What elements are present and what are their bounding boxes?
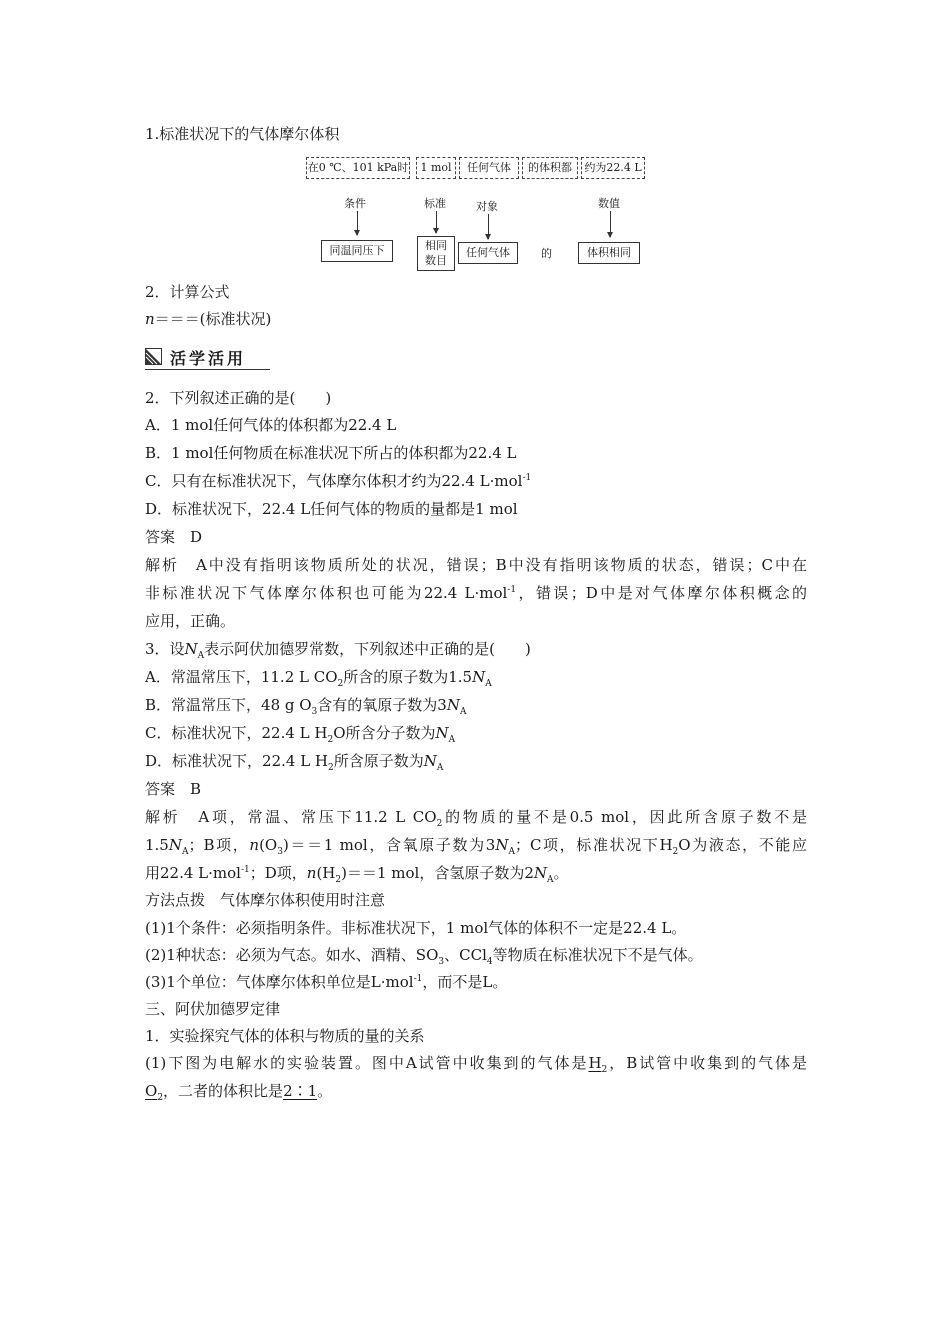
diagram-label-value: 数值 (598, 197, 620, 210)
diagram-arrow-value (610, 211, 611, 237)
q2-option-c (145, 471, 531, 491)
q3-option-d-sub: 2 (328, 763, 334, 773)
diagram-result-same-number-line1: 相同 (425, 239, 447, 252)
tips-title: 方法点拨 气体摩尔体积使用时注意 (145, 891, 386, 909)
q3-analysis-line1-b: 的物质的量不是0.5 mol，因此所含原子数不是 (442, 808, 807, 826)
q2-analysis-line2-sup: -1 (507, 585, 517, 595)
q3-analysis-line2-d: )＝＝1 mol，含氧原子数为3 (282, 836, 496, 854)
q3-option-a-text2: 所含的原子数为1.5 (343, 668, 473, 686)
na-symbol-sub: A (197, 651, 205, 661)
q3-option-d-text: D．标准状况下，22.4 L H (145, 752, 329, 770)
q3-analysis-line3-b: ；D项， (249, 864, 307, 882)
na-symbol: N (423, 752, 437, 770)
tips-item-2-a: (2)1种状态：必须为气态。如水、酒精、SO (145, 946, 439, 964)
q3-analysis-line2-e: ；C项，标准状况下H (514, 836, 673, 854)
q2-analysis-line1: 解析 A中没有指明该物质所处的状况，错误；B中没有指明该物质的状态，错误；C中在 (145, 556, 807, 574)
na-symbol-sub: A (547, 875, 554, 885)
diagram-result-same-number (417, 236, 455, 271)
q3-analysis-line2-c: (O (259, 836, 278, 854)
formula-line (145, 309, 271, 329)
q3-option-b (145, 695, 466, 715)
tips-item-2-sub2: 4 (486, 957, 493, 967)
q3-option-c (145, 723, 455, 743)
diagram-box-condition: 在0 ℃、101 kPa时 (306, 157, 410, 179)
diagram-arrow-condition (357, 211, 358, 235)
section3-subtitle: 1．实验探究气体的体积与物质的量的关系 (145, 1027, 425, 1045)
q3-option-b-text2: 含有的氧原子数为3 (317, 696, 447, 714)
section-title-molar-volume: 1.标准状况下的气体摩尔体积 (145, 125, 340, 143)
diagram-box-value: 约为22.4 L (581, 157, 645, 179)
q2-option-c-text: C．只有在标准状况下，气体摩尔体积才约为22.4 L·mol (145, 472, 523, 490)
tips-item-2-c: 等物质在标准状况下不是气体。 (492, 946, 703, 964)
diagram-result-any-gas: 任何气体 (458, 242, 518, 264)
diagram-label-standard: 标准 (424, 197, 446, 210)
q3-analysis-line2-b: ；B项， (188, 836, 250, 854)
q3-analysis-line1 (145, 807, 807, 827)
tips-item-3-sup: -1 (413, 974, 423, 984)
tips-item-3 (145, 972, 507, 992)
q3-analysis-line3-c: (H (316, 864, 336, 882)
tips-item-3-a: (3)1个单位：气体摩尔体积单位是L·mol (145, 973, 414, 991)
tips-item-3-b: ，而不是L。 (422, 973, 508, 991)
diagram-arrow-standard (436, 211, 437, 233)
q2-stem: 2．下列叙述正确的是( ) (145, 389, 332, 407)
amount-symbol-n: n (249, 836, 260, 854)
q3-analysis-line3-e: 。 (553, 864, 569, 882)
q3-analysis-line3-sub: 2 (335, 875, 342, 885)
na-symbol: N (533, 864, 547, 882)
na-symbol: N (184, 640, 198, 658)
answer-blank-h2 (588, 1054, 608, 1075)
formula-variable-n: n (145, 310, 155, 328)
amount-symbol-n: n (306, 864, 317, 882)
q2-analysis-line2-b: ，错误；D中是对气体摩尔体积概念的 (516, 584, 808, 602)
q3-stem (145, 639, 531, 659)
molar-volume-diagram (306, 157, 646, 272)
answer-blank-o2-text: O (145, 1082, 158, 1100)
q3-option-a-sub: 2 (337, 679, 344, 689)
section3-p2-a: ，二者的体积比是 (163, 1082, 284, 1100)
answer-blank-ratio: 2∶1 (283, 1082, 318, 1100)
diagram-result-same-tp: 同温同压下 (321, 240, 393, 262)
answer-blank-h2-sub: 2 (601, 1065, 608, 1075)
section3-p1-a: (1)下图为电解水的实验装置。图中A试管中收集到的气体是 (145, 1054, 589, 1072)
answer-blank-o2 (145, 1082, 164, 1103)
section3-paragraph-line1 (145, 1053, 807, 1073)
tips-item-1: (1)1个条件：必须指明条件。非标准状况下，1 mol气体的体积不一定是22.4 L。 (145, 919, 687, 937)
q2-answer: 答案 D (145, 528, 203, 546)
section3-title: 三、阿伏加德罗定律 (145, 1000, 281, 1018)
q2-option-c-sup: -1 (522, 473, 532, 483)
tips-item-2-sub1: 3 (438, 957, 445, 967)
q3-option-b-sub: 3 (311, 707, 318, 717)
q3-option-c-text2: O所含分子数为 (333, 724, 436, 742)
tips-item-2 (145, 945, 703, 965)
diagram-label-condition: 条件 (344, 197, 366, 210)
na-symbol-sub: A (508, 847, 515, 857)
q3-option-b-text: B．常温常压下，48 g O (145, 696, 312, 714)
na-symbol-sub: A (181, 847, 189, 857)
q2-option-d: D．标准状况下，22.4 L任何气体的物质的量都是1 mol (145, 500, 518, 518)
q3-analysis-line2-f: O为液态，不能应 (678, 836, 807, 854)
banner-title: 活学活用 (170, 349, 247, 368)
answer-blank-o2-sub: 2 (157, 1093, 164, 1103)
tips-item-2-b: 、CCl (444, 946, 487, 964)
q3-analysis-line2-sub2: 2 (672, 847, 679, 857)
diagram-result-same-volume: 体积相同 (578, 242, 640, 264)
section3-paragraph-line2 (145, 1081, 332, 1101)
banner-underline (145, 369, 270, 370)
q3-analysis-line2-a: 1.5 (145, 836, 169, 854)
na-symbol: N (472, 668, 486, 686)
na-symbol: N (446, 696, 460, 714)
diagram-result-de: 的 (541, 247, 552, 260)
q3-option-d-text2: 所含原子数为 (333, 752, 424, 770)
na-symbol-sub: A (436, 763, 444, 773)
q3-analysis-line2 (145, 835, 807, 855)
q3-option-a-text: A．常温常压下，11.2 L CO (145, 668, 338, 686)
q3-analysis-line2-sub: 3 (277, 847, 283, 857)
na-symbol: N (435, 724, 449, 742)
na-symbol: N (495, 836, 509, 854)
q3-stem-a: 3．设 (145, 640, 185, 658)
na-symbol-sub: A (448, 735, 456, 745)
section-banner (145, 345, 270, 371)
q3-analysis-line3 (145, 863, 569, 883)
diagram-label-object: 对象 (476, 200, 498, 213)
na-symbol-sub: A (459, 707, 467, 717)
q3-option-a (145, 667, 492, 687)
formula-text: ＝＝＝(标准状况) (154, 310, 272, 328)
q3-stem-b: 表示阿伏加德罗常数，下列叙述中正确的是( ) (204, 640, 531, 658)
formula-title: 2．计算公式 (145, 283, 230, 301)
answer-blank-h2-text: H (588, 1054, 602, 1072)
q2-option-b: B．1 mol任何物质在标准状况下所占的体积都为22.4 L (145, 444, 517, 462)
na-symbol: N (168, 836, 182, 854)
diagram-box-amount: 1 mol (416, 157, 456, 179)
diagram-box-volume: 的体积都 (522, 157, 578, 179)
q2-analysis-line3: 应用，正确。 (145, 612, 236, 630)
diagram-result-same-number-line2: 数目 (425, 254, 447, 267)
q2-analysis-line2-a: 非标准状况下气体摩尔体积也可能为22.4 L·mol (145, 584, 508, 602)
diagram-box-object: 任何气体 (459, 157, 519, 179)
q3-answer: 答案 B (145, 780, 202, 798)
q3-option-c-text: C．标准状况下，22.4 L H (145, 724, 328, 742)
q3-analysis-line1-a: 解析 A项，常温、常压下11.2 L CO (145, 808, 437, 826)
q3-analysis-line3-a: 用22.4 L·mol (145, 864, 241, 882)
na-symbol-sub: A (485, 679, 492, 689)
section3-p1-b: ，B试管中收集到的气体是 (607, 1054, 807, 1072)
q3-analysis-line3-sup: -1 (240, 865, 250, 875)
q3-option-c-sub: 2 (327, 735, 334, 745)
diagram-arrow-object (488, 214, 489, 239)
q3-analysis-line3-d: )＝＝1 mol，含氢原子数为2 (341, 864, 534, 882)
q3-option-d (145, 751, 443, 771)
q3-analysis-line1-sub: 2 (436, 819, 443, 829)
q2-analysis-line2 (145, 583, 807, 603)
diagonal-stripe-icon (145, 348, 162, 365)
section3-p2-b: 。 (317, 1082, 333, 1100)
q2-option-a: A．1 mol任何气体的体积都为22.4 L (145, 416, 397, 434)
